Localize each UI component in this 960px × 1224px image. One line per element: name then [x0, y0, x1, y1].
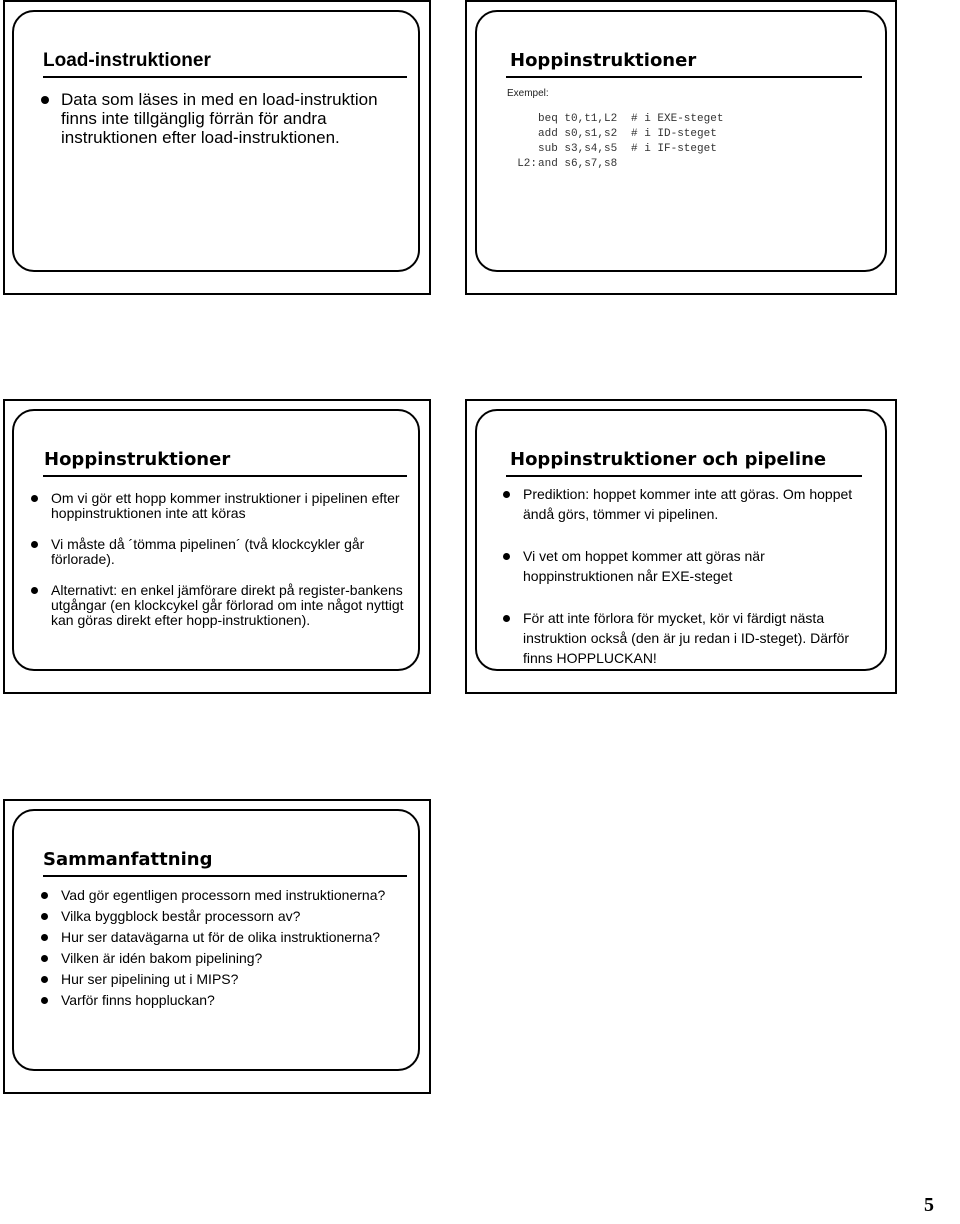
bullet-dot-icon [31, 587, 38, 594]
page-number: 5 [924, 1194, 934, 1216]
bullet-list [31, 491, 405, 628]
bullet-item: Data som läses in med en load-instruktion finns inte tillgänglig förrän för andra instruktionen efter load-instruktionen. [41, 90, 413, 147]
slide-card-hopp-example [475, 10, 887, 272]
code-labels: L2: [517, 158, 537, 170]
bullet-list [41, 885, 401, 1010]
example-label: Exempel: [507, 88, 549, 99]
bullet-dot-icon [41, 96, 49, 104]
bullet-dot-icon [41, 955, 48, 962]
slide-title: Load-instruktioner [43, 50, 211, 71]
bullet-list [503, 484, 873, 668]
slide-title: Hoppinstruktioner [44, 449, 231, 470]
bullet-item: Prediktion: hoppet kommer inte att göras. Om hoppet ändå görs, tömmer vi pipelinen. [503, 484, 873, 524]
bullet-dot-icon [41, 976, 48, 983]
code-comments: # i EXE-steget # i ID-steget # i IF-steget [631, 113, 724, 155]
bullet-dot-icon [503, 553, 510, 560]
bullet-item: Hur ser pipelining ut i MIPS? [41, 969, 401, 989]
bullet-dot-icon [41, 934, 48, 941]
bullet-dot-icon [31, 495, 38, 502]
bullet-item: Vad gör egentligen processorn med instruktionerna? [41, 885, 401, 905]
title-underline [506, 76, 862, 78]
bullet-item: Hur ser datavägarna ut för de olika instruktionerna? [41, 927, 401, 947]
title-underline [506, 475, 862, 477]
slide-card-summary [12, 809, 420, 1071]
bullet-item: Vilken är idén bakom pipelining? [41, 948, 401, 968]
bullet-item: Vi vet om hoppet kommer att göras när hoppinstruktionen når EXE-steget [503, 546, 873, 586]
bullet-item: Vilka byggblock består processorn av? [41, 906, 401, 926]
bullet-item: Vi måste då ´tömma pipelinen´ (två klockcykler går förlorade). [31, 537, 405, 567]
code-instructions: beq t0,t1,L2 add s0,s1,s2 sub s3,s4,s5 and s6,s7,s8 [538, 113, 618, 170]
bullet-list [41, 90, 413, 147]
slide-card-hopp-pipeline [475, 409, 887, 671]
title-underline [43, 76, 407, 78]
bullet-item: För att inte förlora för mycket, kör vi färdigt nästa instruktion också (den är ju redan i ID-steget). Därför finns HOPPLUCKAN! [503, 608, 873, 668]
bullet-dot-icon [503, 615, 510, 622]
slide-title: Hoppinstruktioner och pipeline [510, 449, 827, 470]
bullet-item: Varför finns hoppluckan? [41, 990, 401, 1010]
bullet-item: Alternativt: en enkel jämförare direkt på register-bankens utgångar (en klockcykel går förlorad om inte något nyttigt kan göras direkt efter hopp-instruktionen). [31, 583, 405, 628]
bullet-item: Om vi gör ett hopp kommer instruktioner i pipelinen efter hoppinstruktionen inte att köras [31, 491, 405, 521]
slide-card-hopp [12, 409, 420, 671]
slide-title: Hoppinstruktioner [510, 50, 697, 71]
bullet-dot-icon [41, 892, 48, 899]
title-underline [43, 875, 407, 877]
bullet-dot-icon [41, 913, 48, 920]
slide-card-load [12, 10, 420, 272]
slide-title: Sammanfattning [43, 849, 213, 870]
bullet-dot-icon [503, 491, 510, 498]
bullet-dot-icon [41, 997, 48, 1004]
title-underline [43, 475, 407, 477]
bullet-dot-icon [31, 541, 38, 548]
